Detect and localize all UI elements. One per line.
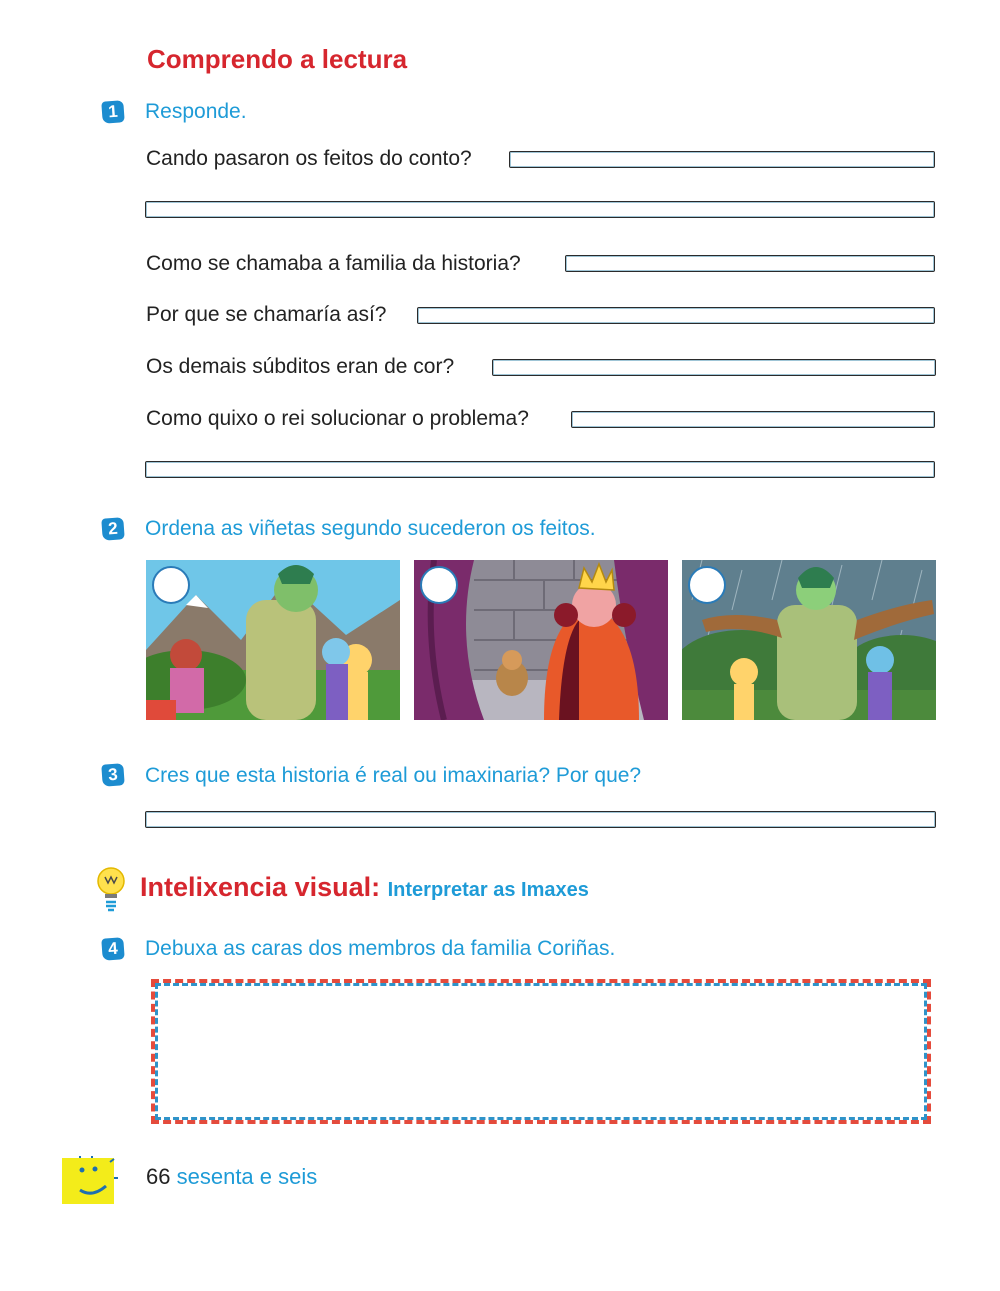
page-footer — [146, 1164, 317, 1190]
answer-field-4[interactable] — [492, 359, 936, 376]
comic-panel-2 — [414, 560, 668, 720]
exercise-4-number: 4 — [101, 937, 124, 960]
order-circle-1[interactable] — [152, 566, 190, 604]
order-circle-2[interactable] — [420, 566, 458, 604]
section-title: Comprendo a lectura — [147, 44, 408, 74]
smiley-icon — [62, 1156, 118, 1204]
exercise-2-instruction: Ordena as viñetas segundo sucederon os feitos. — [145, 517, 596, 540]
answer-field-5b[interactable] — [145, 461, 935, 478]
answer-field-1b[interactable] — [145, 201, 935, 218]
page-number: 66 — [146, 1164, 171, 1189]
question-1: Cando pasaron os feitos do conto? — [146, 147, 472, 170]
answer-field-ex3[interactable] — [145, 811, 936, 828]
order-circle-3[interactable] — [688, 566, 726, 604]
answer-field-3[interactable] — [417, 307, 935, 324]
question-5: Como quixo o rei solucionar o problema? — [146, 407, 529, 430]
question-3: Por que se chamaría así? — [146, 303, 387, 326]
exercise-1-number: 1 — [101, 100, 124, 123]
visual-intelligence-title: Intelixencia visual: — [140, 872, 381, 902]
page-number-words: sesenta e seis — [176, 1164, 318, 1189]
answer-field-1[interactable] — [509, 151, 935, 168]
question-4: Os demais súbditos eran de cor? — [146, 355, 455, 378]
answer-field-2[interactable] — [565, 255, 935, 272]
exercise-2-number: 2 — [101, 517, 124, 540]
answer-field-5[interactable] — [571, 411, 935, 428]
visual-intelligence-heading — [140, 872, 589, 903]
drawing-area[interactable] — [151, 979, 931, 1124]
lightbulb-icon — [96, 866, 126, 918]
question-2: Como se chamaba a familia da historia? — [146, 252, 521, 275]
comic-panel-1 — [146, 560, 400, 720]
visual-intelligence-subtitle: Interpretar as Imaxes — [387, 879, 589, 901]
exercise-1-instruction: Responde. — [145, 100, 247, 123]
exercise-4-instruction: Debuxa as caras dos membros da familia Coriñas. — [145, 937, 616, 960]
exercise-3-number: 3 — [101, 763, 124, 786]
comic-panel-3 — [682, 560, 936, 720]
exercise-3-instruction: Cres que esta historia é real ou imaxinaria? Por que? — [145, 764, 642, 787]
